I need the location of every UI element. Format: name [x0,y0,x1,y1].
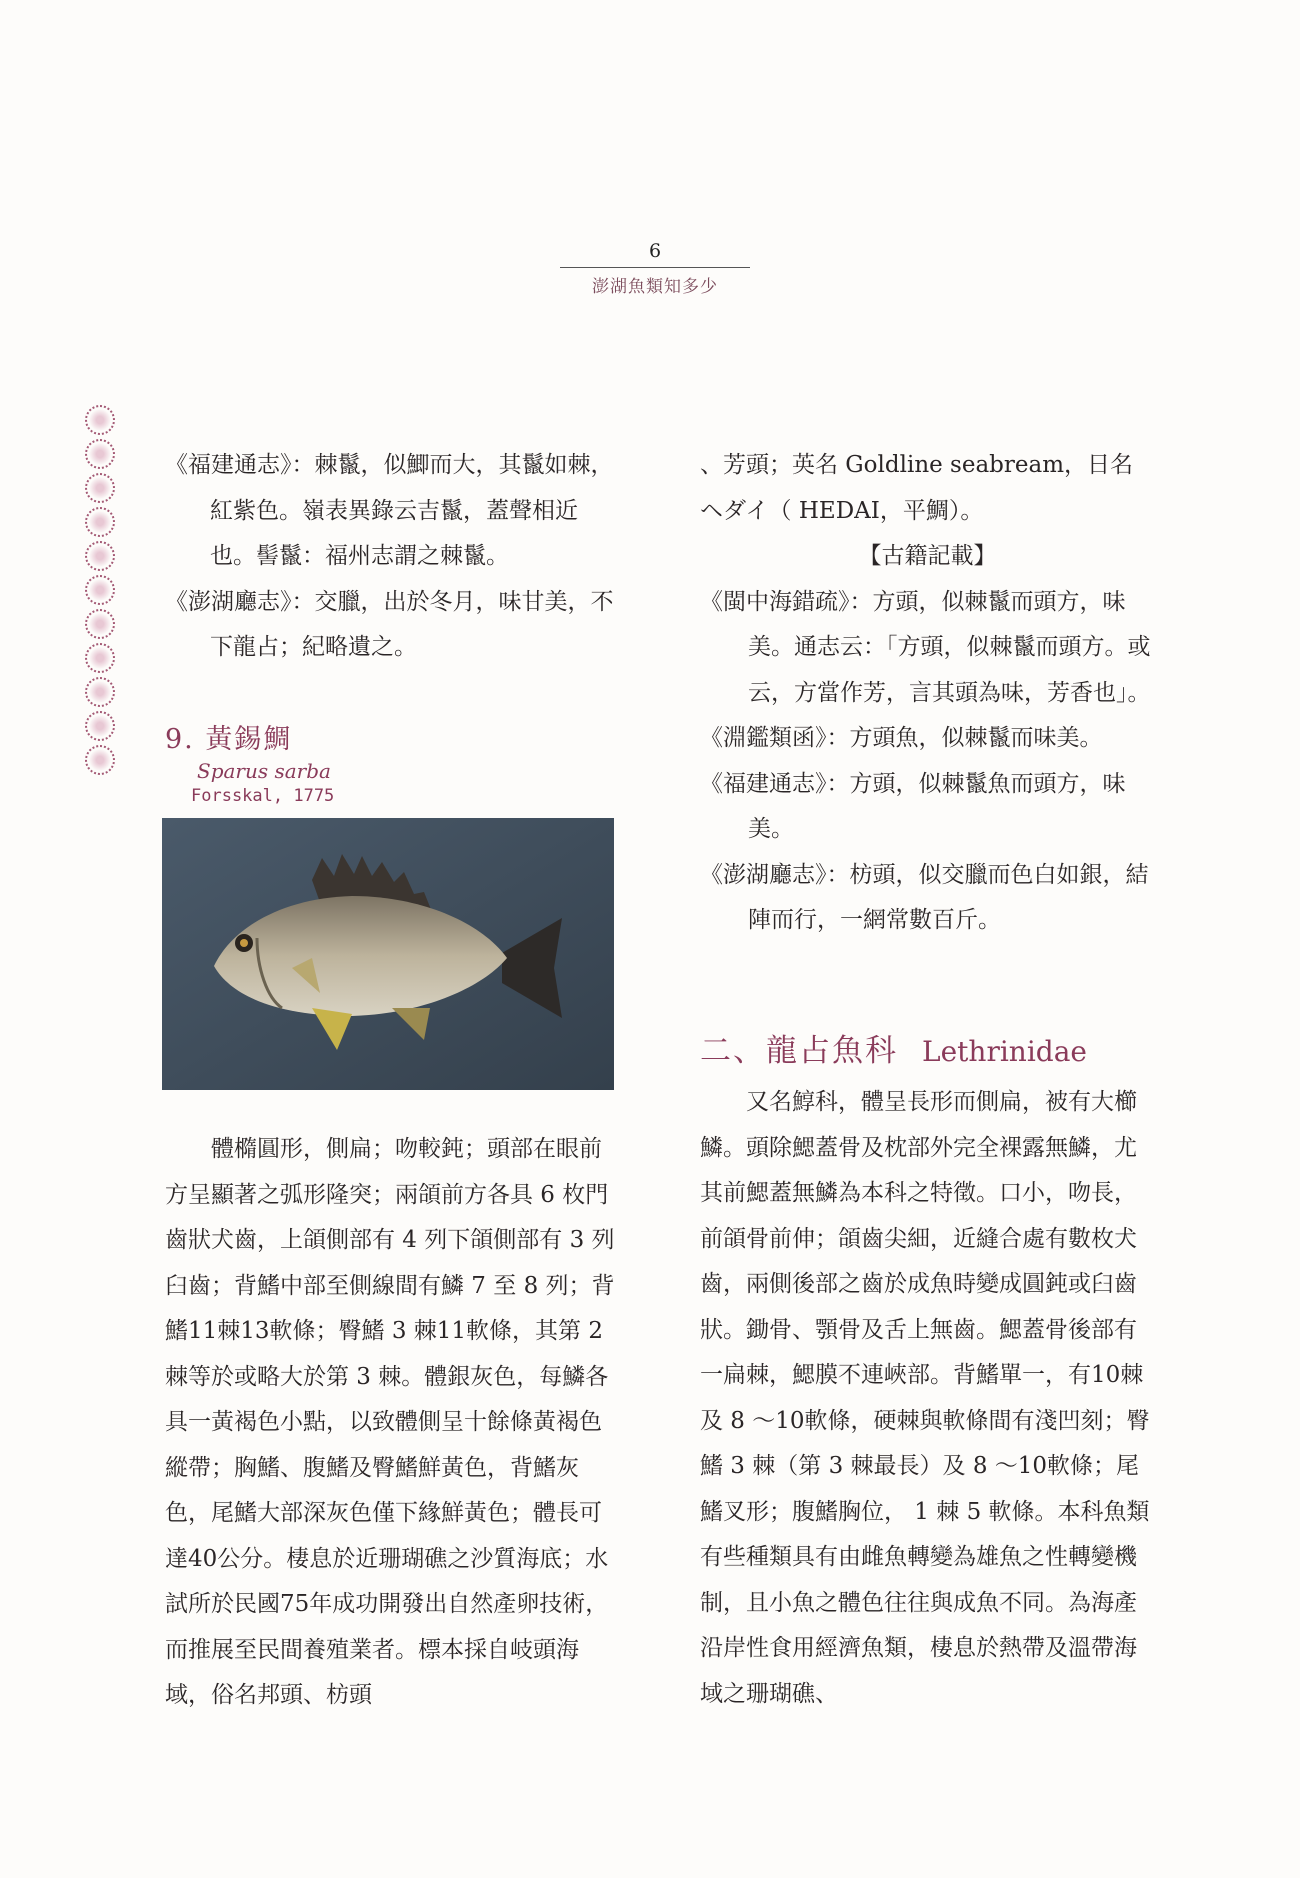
ornament-icon [85,541,115,571]
species-scientific-name: Sparus sarba [197,759,331,783]
ornament-icon [85,439,115,469]
ornament-icon [85,575,115,605]
page-header [560,238,750,297]
record-yuanjian: 《淵鑑類函》：方頭魚，似棘鬣而味美。 [700,725,1103,751]
family-heading-latin: Lethrinidae [922,1035,1087,1068]
header-rule [560,267,750,268]
ancient-records-heading: 【古籍記載】 [858,543,997,569]
ornament-icon [85,609,115,639]
book-title: 澎湖魚類知多少 [592,277,718,297]
ornament-icon [85,405,115,435]
record-penghu-2: 《澎湖廳志》：枋頭，似交臘而色白如銀，結陣而行，一網常數百斤。 [700,861,1149,933]
record-fujian: 《福建通志》：棘鬣，似鯽而大，其鬣如棘，紅紫色。嶺表異錄云吉鬣，蓋聲相近也。髻鬣：福州志謂之棘鬣。 [165,452,614,569]
record-minzhong: 《閩中海錯疏》：方頭，似棘鬣而頭方，味美。通志云：「方頭，似棘鬣而頭方。或云，方當作芳，言其頭為味，芳香也」。 [700,588,1151,706]
family-description [700,1080,1155,1717]
record-fujian-2: 《福建通志》：方頭，似棘鬣魚而頭方，味美。 [700,770,1126,842]
ornament-icon [85,677,115,707]
record-penghu: 《澎湖廳志》：交臘，出於冬月，味甘美，不下龍占；紀略遺之。 [165,588,614,660]
species-description [165,1127,620,1719]
ornament-icon [85,643,115,673]
ornament-icon [85,507,115,537]
ornament-icon [85,473,115,503]
fish-photo [162,818,614,1090]
name-continuation: 、芳頭；英名 Goldline seabream，日名ヘダイ（ HEDAI，平鯛）。 [700,452,1134,524]
description-paragraph: 體橢圓形，側扁；吻較鈍；頭部在眼前方呈顯著之弧形隆突；兩頜前方各具 6 枚門齒狀犬齒，上頜側部有 4 列下頜側部有 3 列臼齒；背鰭中部至側線間有鱗 7 至 8 列；背鰭11棘13軟條；臀鰭 3 棘11軟條，其第 2 棘等於或略大於第 3 棘。體銀灰色，每鱗各具一黃褐色小點，以致體側呈十餘條黃褐色縱帶；胸鰭、腹鰭及臀鰭鮮黃色，背鰭灰色，尾鰭大部深灰色僅下緣鮮黃色；體長可達40公分。棲息於近珊瑚礁之沙質海底；水試所於民國75年成功開發出自然產卵技術，而推展至民間養殖業者。標本採自岐頭海域，俗名邦頭、枋頭 [165,1136,615,1708]
species-title: 9. 黃錫鯛 [165,724,293,755]
species-author: Forsskal, 1775 [191,786,335,806]
family-heading [700,1025,1087,1070]
page-number: 6 [648,240,662,262]
species-heading [165,722,334,808]
ornament-icon [85,745,115,775]
right-top-records [700,443,1155,944]
family-paragraph: 又名鯙科，體呈長形而側扁，被有大櫛鱗。頭除鰓蓋骨及枕部外完全裸露無鱗，尤其前鰓蓋無鱗為本科之特徵。口小，吻長，前頜骨前伸；頜齒尖細，近縫合處有數枚犬齒，兩側後部之齒於成魚時變成圓鈍或臼齒狀。鋤骨、顎骨及舌上無齒。鰓蓋骨後部有一扁棘，鰓膜不連峽部。背鰭單一，有10棘及 8 ～10軟條，硬棘與軟條間有淺凹刻；臀鰭 3 棘（第 3 棘最長）及 8 ～10軟條；尾鰭叉形；腹鰭胸位， 1 棘 5 軟條。本科魚類有些種類具有由雌魚轉變為雄魚之性轉變機制，且小魚之體色往往與成魚不同。為海產沿岸性食用經濟魚類，棲息於熱帶及溫帶海域之珊瑚礁、 [700,1089,1150,1707]
margin-ornaments [82,405,120,779]
ornament-icon [85,711,115,741]
fish-icon [162,818,614,1090]
family-heading-zh: 二、龍占魚科 [700,1033,898,1069]
left-top-records [165,443,620,671]
